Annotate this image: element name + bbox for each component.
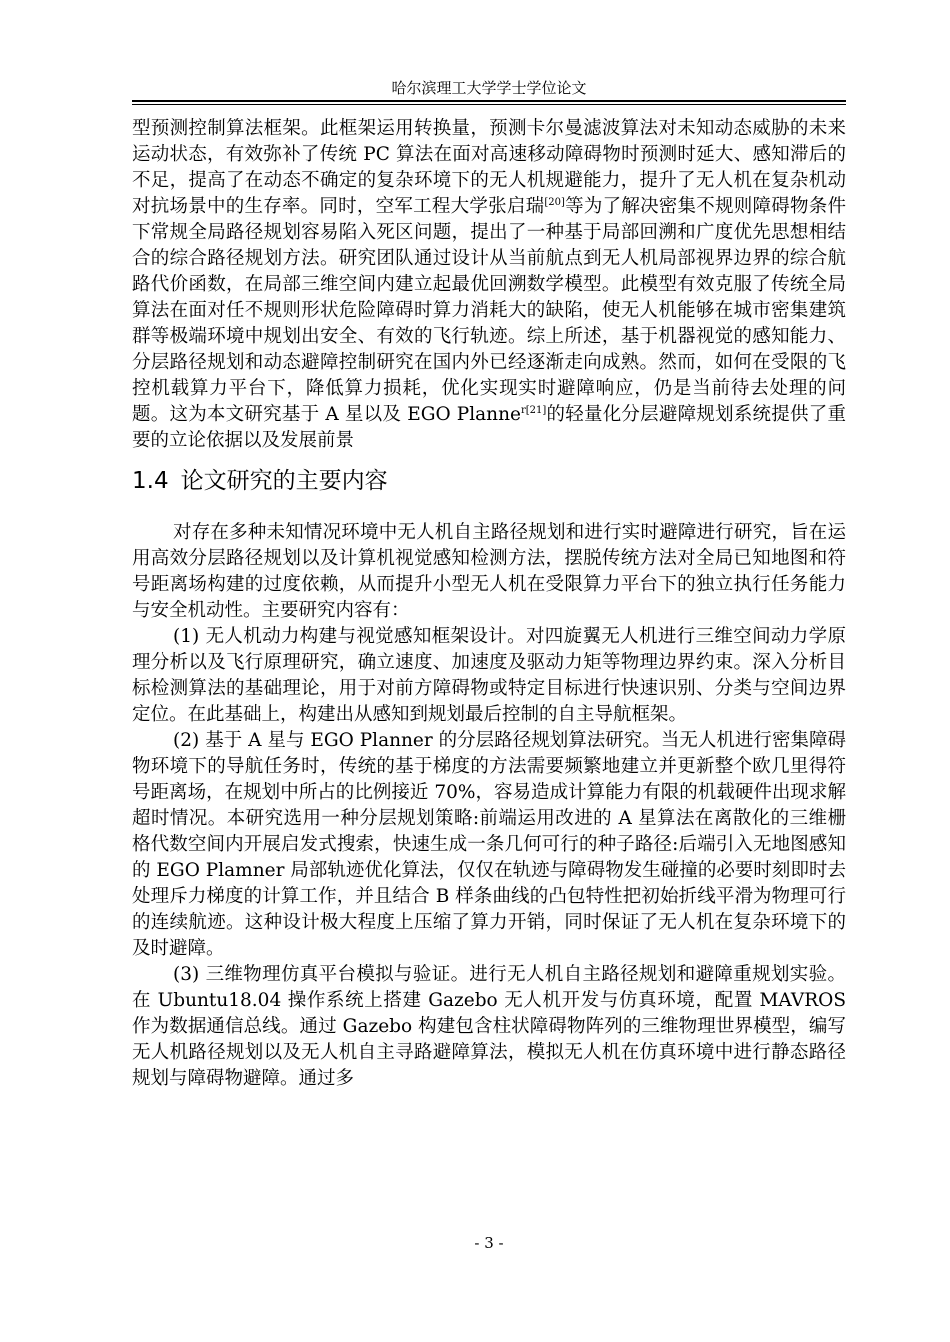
paragraph-text: 等为了解决密集不规则障碍物条件下常规全局路径规划容易陷入死区问题，提出了一种基于局部回溯和广度优先思想相结合的综合路径规划方法。研究团队通过设计从当前航点到无人机局部视界边界的综合航路代价函数，在局部三维空间内建立起最优回溯数学模型。此模型有效克服了传统全局算法在面对任不规则形状危险障碍时算力消耗大的缺陷，使无人机能够在城市密集建筑群等极端环境中规划出安全、有效的飞行轨迹。综上所述，基于机器视觉的感知能力、分层路径规划和动态避障控制研究在国内外已经逐渐走向成熟。然而，如何在受限的飞控机载算力平台下，降低算力损耗，优化实现实时避障响应，仍是当前待去处理的问题。这为本文研究基于 A 星以及 EGO Planne — [132, 196, 846, 425]
citation-ref-21: r[21] — [520, 404, 547, 416]
paragraph-intro: 对存在多种未知情况环境中无人机自主路径规划和进行实时避障进行研究，旨在运用高效分层路径规划以及计算机视觉感知检测方法，摆脱传统方法对全局已知地图和符号距离场构建的过度依赖，从而提升小型无人机在受限算力平台下的独立执行任务能力与安全机动性。主要研究内容有： — [132, 522, 846, 621]
section-number: 1.4 — [132, 468, 169, 494]
section-title: 论文研究的主要内容 — [180, 468, 388, 494]
list-item-1 — [132, 624, 846, 728]
paragraph-text: 的轻量化分层避障规划系统提供了重要的立论依据以及发展前景 — [132, 404, 846, 451]
item-text: 无人机动力构建与视觉感知框架设计。对四旋翼无人机进行三维空间动力学原理分析以及飞行原理研究，确立速度、加速度及驱动力矩等物理边界约束。深入分析目标检测算法的基础理论，用于对前方障碍物或特定目标进行快速识别、分类与空间边界定位。在此基础上，构建出从感知到规划最后控制的自主导航框架。 — [132, 626, 846, 725]
item-text: 基于 A 星与 EGO Planner 的分层路径规划算法研究。当无人机进行密集障碍物环境下的导航任务时，传统的基于梯度的方法需要频繁地建立并更新整个欧几里得符号距离场，在规划中所占的比例接近 70%，容易造成计算能力有限的机载硬件出现求解超时情况。本研究选用一种分层规划策略:前端运用改进的 A 星算法在离散化的三维栅格代数空间内开展启发式搜索，快速生成一条几何可行的种子路径:后端引入无地图感知的 EGO Plamner 局部轨迹优化算法，仅仅在轨迹与障碍物发生碰撞的必要时刻即时去处理斥力梯度的计算工作，并且结合 B 样条曲线的凸包特性把初始折线平滑为物理可行的连续航迹。这种设计极大程度上压缩了算力开销，同时保证了无人机在复杂环境下的及时避障。 — [132, 730, 846, 959]
section-heading — [132, 466, 846, 496]
header-rule-thick — [132, 100, 846, 102]
running-header: 哈尔滨理工大学学士学位论文 — [391, 79, 587, 97]
citation-ref-20: [20] — [544, 196, 565, 208]
header-rule-thin — [132, 104, 846, 105]
list-item-2 — [132, 728, 846, 962]
item-text: 三维物理仿真平台模拟与验证。进行无人机自主路径规划和避障重规划实验。在 Ubuntu18.04 操作系统上搭建 Gazebo 无人机开发与仿真环境，配置 MAVROS 作为数据通信总线。通过 Gazebo 构建包含柱状障碍物阵列的三维物理世界模型，编写无人机路径规划以及无人机自主寻路避障算法，模拟无人机在仿真环境中进行静态路径规划与障碍物避障。通过多 — [132, 964, 846, 1089]
item-number: (1) — [173, 626, 200, 647]
page-number: - 3 - — [474, 1234, 504, 1252]
paragraph-continued — [132, 116, 846, 454]
list-item-3 — [132, 962, 846, 1092]
page-body — [132, 116, 846, 1092]
item-number: (3) — [173, 964, 200, 985]
item-number: (2) — [173, 730, 200, 751]
paragraph-text: 型预测控制算法框架。此框架运用转换量，预测卡尔曼滤波算法对未知动态威胁的未来运动状态，有效弥补了传统 PC 算法在面对高速移动障碍物时预测时延大、感知滞后的不足，提高了在动态不确定的复杂环境下的无人机规避能力，提升了无人机在复杂机动对抗场景中的生存率。同时，空军工程大学张启瑞 — [132, 118, 846, 217]
